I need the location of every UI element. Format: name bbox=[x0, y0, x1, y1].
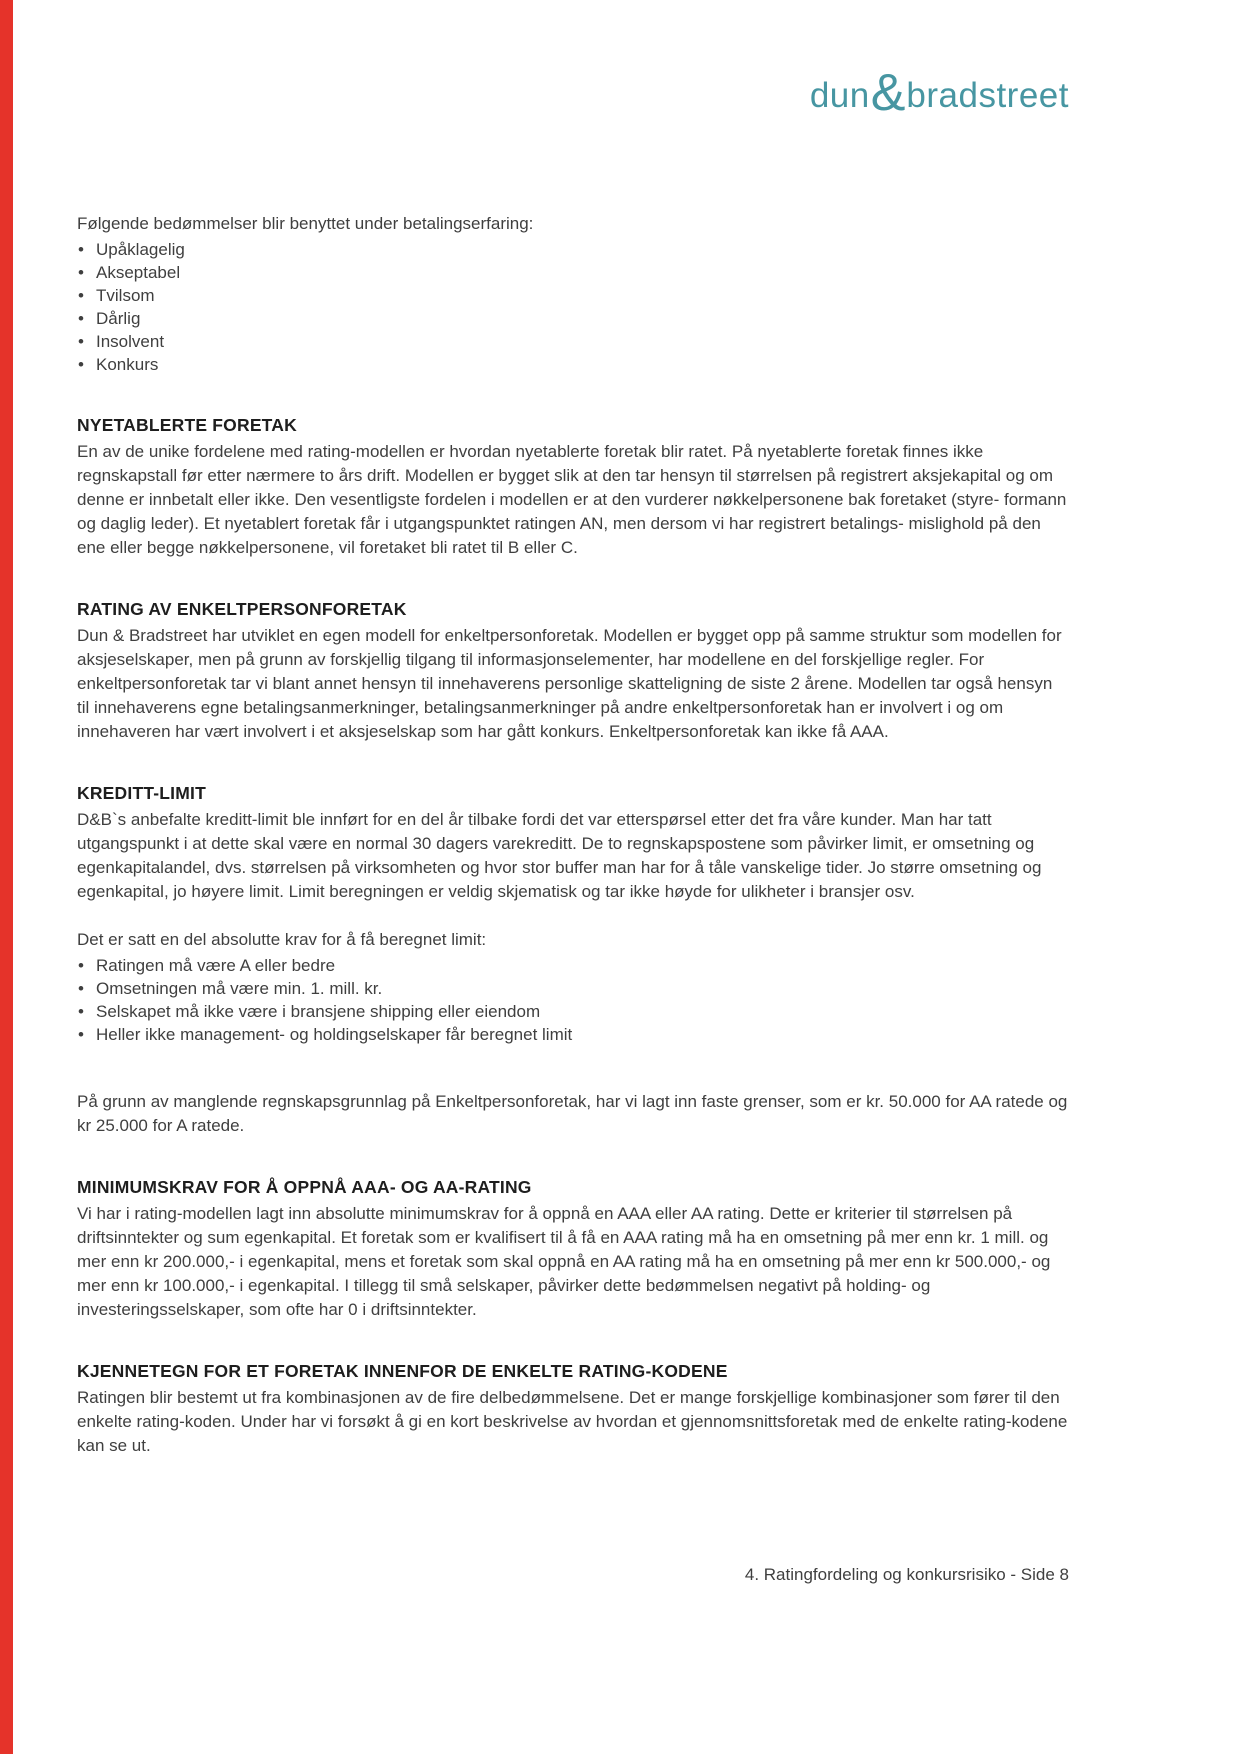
logo-ampersand-icon: & bbox=[870, 64, 906, 122]
bullet-item: • Akseptabel bbox=[77, 261, 1069, 284]
bullet-item: • Ratingen må være A eller bedre bbox=[77, 954, 1069, 977]
bullet-item: • Upåklagelig bbox=[77, 238, 1069, 261]
paragraph: Ratingen blir bestemt ut fra kombinasjonen av de fire delbedømmelsene. Det er mange forskjellige kombinasjoner som fører til den enkelte rating-koden. Under har vi forsøkt å gi en kort beskrivelse av hvordan et gjennomsnittsforetak med de enkelte rating-kodene kan se ut. bbox=[77, 1388, 1068, 1455]
left-accent-bar bbox=[0, 0, 13, 1754]
paragraph: D&B`s anbefalte kreditt-limit ble innført for en del år tilbake fordi det var etterspørsel etter det fra våre kunder. Man har tatt utgangspunkt i at dette skal være en normal 30 dagers varekreditt. De to regnskapspostene som påvirker limit, er omsetning og egenkapitalandel, dvs. størrelsen på virksomheten og hvor stor buffer man har for å tåle vanskelige tider. Jo større omsetning og egenkapital, jo høyere limit. Limit beregningen er veldig skjematisk og tar ikke høyde for ulikheter i bransjer osv. bbox=[77, 810, 1042, 901]
logo-word-bradstreet: bradstreet bbox=[906, 76, 1069, 115]
paragraph: Det er satt en del absolutte krav for å få beregnet limit: bbox=[77, 930, 487, 949]
bullet-item: • Tvilsom bbox=[77, 284, 1069, 307]
bullet-item: • Insolvent bbox=[77, 330, 1069, 353]
paragraph: På grunn av manglende regnskapsgrunnlag på Enkeltpersonforetak, har vi lagt inn faste grenser, som er kr. 50.000 for AA ratede og kr 25.000 for A ratede. bbox=[77, 1092, 1068, 1135]
bullet-item: • Omsetningen må være min. 1. mill. kr. bbox=[77, 977, 1069, 1000]
bullet-item: • Heller ikke management- og holdingselskaper får beregnet limit bbox=[77, 1023, 1069, 1046]
bullet-item: • Selskapet må ikke være i bransjene shipping eller eiendom bbox=[77, 1000, 1069, 1023]
bullet-list bbox=[77, 238, 1069, 376]
page-footer: 4. Ratingfordeling og konkursrisiko - Side 8 bbox=[744, 1565, 1069, 1584]
paragraph: En av de unike fordelene med rating-modellen er hvordan nyetablerte foretak blir ratet. På nyetablerte foretak finnes ikke regnskapstall før etter nærmere to års drift. Modellen er bygget slik at den tar hensyn til størrelsen på registrert aksjekapital og om denne er innbetalt eller ikke. Den vesentligste fordelen i modellen er at den vurderer nøkkelpersonene bak foretaket (styre- formann og daglig leder). Et nyetablert foretak får i utgangspunktet ratingen AN, men dersom vi har registrert betalings- mislighold på den ene eller begge nøkkelpersonene, vil foretaket bli ratet til B eller C. bbox=[77, 442, 1067, 557]
section-heading: MINIMUMSKRAV FOR Å OPPNÅ AAA- OG AA-RATING bbox=[77, 1177, 532, 1197]
logo-word-dun: dun bbox=[809, 76, 870, 115]
section-heading: NYETABLERTE FORETAK bbox=[77, 415, 297, 435]
paragraph: Dun & Bradstreet har utviklet en egen modell for enkeltpersonforetak. Modellen er bygget opp på samme struktur som modellen for aksjeselskaper, men på grunn av forskjellig tilgang til informasjonselementer, har modellene en del forskjellige regler. For enkeltpersonforetak tar vi blant annet hensyn til innehaverens personlige skatteligning de siste 2 årene. Modellen tar også hensyn til innehaverens egne betalingsanmerkninger, betalingsanmerkninger på andre enkeltpersonforetak han er involvert i og om innehaveren har vært involvert i et aksjeselskap som har gått konkurs. Enkeltpersonforetak kan ikke få AAA. bbox=[77, 626, 1062, 741]
document-body bbox=[77, 212, 1069, 1458]
paragraph: Følgende bedømmelser blir benyttet under betalingserfaring: bbox=[77, 214, 534, 233]
bullet-list bbox=[77, 954, 1069, 1046]
dun-bradstreet-logo bbox=[809, 64, 1069, 122]
section-heading: RATING AV ENKELTPERSONFORETAK bbox=[77, 599, 407, 619]
bullet-item: • Dårlig bbox=[77, 307, 1069, 330]
section-heading: KJENNETEGN FOR ET FORETAK INNENFOR DE ENKELTE RATING-KODENE bbox=[77, 1361, 728, 1381]
paragraph: Vi har i rating-modellen lagt inn absolutte minimumskrav for å oppnå en AAA eller AA rating. Dette er kriterier til størrelsen på driftsinntekter og sum egenkapital. Et foretak som er kvalifisert til å få en AAA rating må ha en omsetning på mer enn kr. 1 mill. og mer enn kr 200.000,- i egenkapital, mens et foretak som skal oppnå en AA rating må ha en omsetning på mer enn kr 500.000,- og mer enn kr 100.000,- i egenkapital. I tillegg til små selskaper, påvirker dette bedømmelsen negativt på holding- og investeringsselskaper, som ofte har 0 i driftsinntekter. bbox=[77, 1204, 1051, 1319]
section-heading: KREDITT-LIMIT bbox=[77, 783, 206, 803]
bullet-item: • Konkurs bbox=[77, 353, 1069, 376]
